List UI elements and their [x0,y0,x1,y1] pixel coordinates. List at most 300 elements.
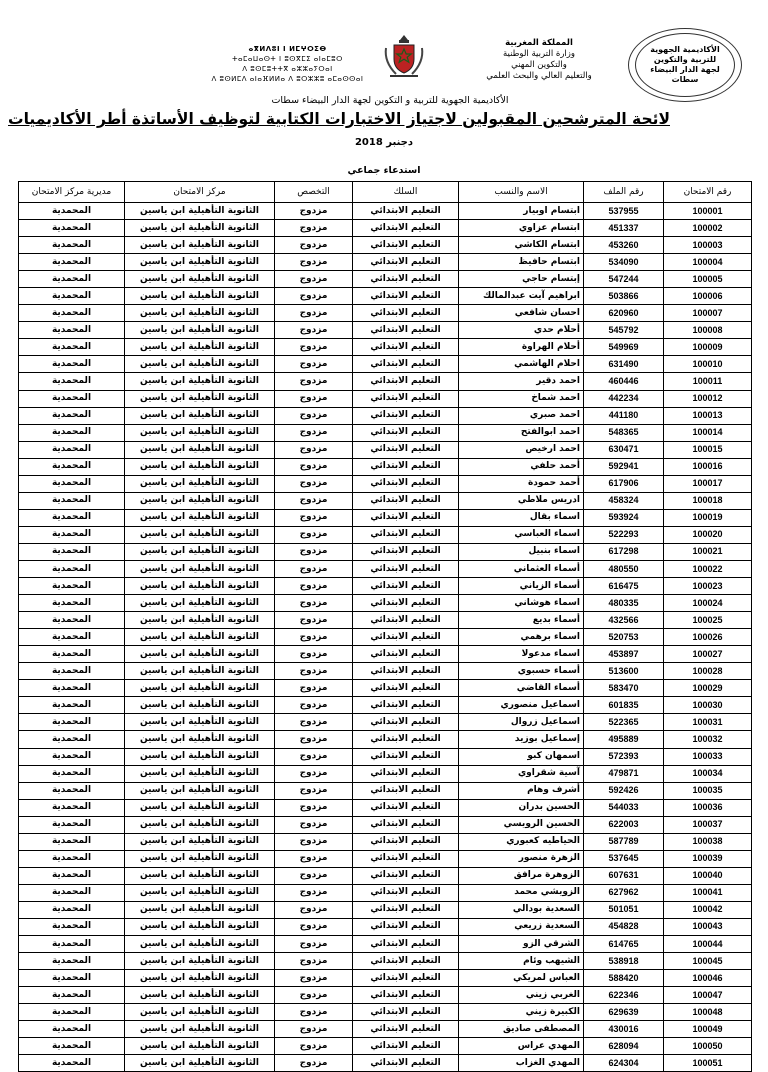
cycle-cell: التعليم الابتدائي [353,782,459,799]
exam-number-cell: 100002 [664,220,752,237]
exam-number-cell: 100046 [664,970,752,987]
exam-center-cell: الثانوية التأهيلية ابن ياسين [125,782,275,799]
file-number-cell: 592426 [584,782,664,799]
table-row [19,220,752,237]
table-row [19,509,752,526]
candidate-name-cell: اسماعيل زروال [459,714,584,731]
tifinagh-line: ⴷ ⵓⵙⵎⵓⵜⵜⴳ ⴰⵣⵣⴰⵢⵔⴰⵏ [242,65,333,73]
exam-center-cell: الثانوية التأهيلية ابن ياسين [125,322,275,339]
directorate-cell: المحمدية [19,220,125,237]
table-row [19,612,752,629]
exam-center-cell: الثانوية التأهيلية ابن ياسين [125,714,275,731]
specialty-cell: مزدوج [275,390,353,407]
table-row [19,458,752,475]
candidate-name-cell: اسماء العباسي [459,526,584,543]
exam-number-cell: 100050 [664,1038,752,1055]
candidate-name-cell: ابراهيم آيت عبدالمالك [459,288,584,305]
file-number-cell: 537955 [584,203,664,220]
table-body [19,203,752,1072]
directorate-cell: المحمدية [19,441,125,458]
exam-number-cell: 100018 [664,492,752,509]
directorate-cell: المحمدية [19,953,125,970]
candidate-name-cell: المصطفى صاديق [459,1021,584,1038]
exam-number-cell: 100030 [664,697,752,714]
file-number-cell: 627962 [584,884,664,901]
candidate-name-cell: احمد شماخ [459,390,584,407]
table-row [19,765,752,782]
exam-number-cell: 100044 [664,936,752,953]
candidate-name-cell: ابتسام اوبيار [459,203,584,220]
candidate-name-cell: أحلام حدي [459,322,584,339]
file-number-cell: 622003 [584,816,664,833]
file-number-cell: 538918 [584,953,664,970]
academy-name: الأكاديمية الجهوية للتربية و التكوين لجهة الدار البيضاء سطات [271,95,509,106]
candidate-name-cell: اسماء مدعولا [459,646,584,663]
specialty-cell: مزدوج [275,475,353,492]
file-number-cell: 460446 [584,373,664,390]
specialty-cell: مزدوج [275,560,353,577]
specialty-cell: مزدوج [275,748,353,765]
candidate-name-cell: السعدية زريعي [459,918,584,935]
file-number-cell: 503866 [584,288,664,305]
cycle-cell: التعليم الابتدائي [353,1021,459,1038]
directorate-cell: المحمدية [19,492,125,509]
candidate-name-cell: العباس لمريكي [459,970,584,987]
file-number-cell: 451337 [584,220,664,237]
table-row [19,629,752,646]
directorate-cell: المحمدية [19,850,125,867]
exam-number-cell: 100047 [664,987,752,1004]
candidate-name-cell: الحسين الرويسي [459,816,584,833]
candidate-name-cell: إبتسام حاجي [459,271,584,288]
specialty-cell: مزدوج [275,680,353,697]
specialty-cell: مزدوج [275,936,353,953]
directorate-cell: المحمدية [19,867,125,884]
exam-center-cell: الثانوية التأهيلية ابن ياسين [125,987,275,1004]
exam-number-cell: 100021 [664,543,752,560]
candidate-name-cell: احمد دقير [459,373,584,390]
file-number-cell: 592941 [584,458,664,475]
exam-center-cell: الثانوية التأهيلية ابن ياسين [125,1055,275,1072]
directorate-cell: المحمدية [19,543,125,560]
exam-number-cell: 100029 [664,680,752,697]
directorate-cell: المحمدية [19,475,125,492]
directorate-cell: المحمدية [19,1021,125,1038]
cycle-cell: التعليم الابتدائي [353,1055,459,1072]
cycle-cell: التعليم الابتدائي [353,407,459,424]
table-row [19,390,752,407]
exam-center-cell: الثانوية التأهيلية ابن ياسين [125,543,275,560]
cycle-cell: التعليم الابتدائي [353,271,459,288]
exam-number-cell: 100007 [664,305,752,322]
directorate-cell: المحمدية [19,782,125,799]
candidates-table [18,181,752,1072]
candidate-name-cell: ادريس ملاطي [459,492,584,509]
table-row [19,714,752,731]
exam-center-cell: الثانوية التأهيلية ابن ياسين [125,1004,275,1021]
exam-number-cell: 100016 [664,458,752,475]
candidate-name-cell: احمد ابوالفتح [459,424,584,441]
candidate-name-cell: الزويشي محمد [459,884,584,901]
exam-center-cell: الثانوية التأهيلية ابن ياسين [125,475,275,492]
table-row [19,578,752,595]
file-number-cell: 601835 [584,697,664,714]
exam-center-cell: الثانوية التأهيلية ابن ياسين [125,901,275,918]
candidate-name-cell: احسان شافعي [459,305,584,322]
cycle-cell: التعليم الابتدائي [353,646,459,663]
table-row [19,305,752,322]
table-row [19,987,752,1004]
exam-number-cell: 100026 [664,629,752,646]
directorate-cell: المحمدية [19,339,125,356]
file-number-cell: 453260 [584,237,664,254]
exam-center-cell: الثانوية التأهيلية ابن ياسين [125,356,275,373]
cycle-cell: التعليم الابتدائي [353,356,459,373]
table-row [19,1021,752,1038]
file-number-cell: 617906 [584,475,664,492]
exam-center-cell: الثانوية التأهيلية ابن ياسين [125,424,275,441]
exam-number-cell: 100005 [664,271,752,288]
file-number-cell: 548365 [584,424,664,441]
convocation-label: استدعاء جماعي [347,165,421,176]
table-row [19,936,752,953]
directorate-cell: المحمدية [19,254,125,271]
specialty-cell: مزدوج [275,799,353,816]
exam-number-cell: 100048 [664,1004,752,1021]
cycle-cell: التعليم الابتدائي [353,560,459,577]
cycle-cell: التعليم الابتدائي [353,578,459,595]
directorate-cell: المحمدية [19,731,125,748]
specialty-cell: مزدوج [275,322,353,339]
document-date: دجنبر 2018 [354,137,414,148]
column-header: مديرية مركز الامتحان [19,182,125,203]
ministry-block [470,38,608,82]
exam-number-cell: 100032 [664,731,752,748]
table-row [19,970,752,987]
exam-number-cell: 100034 [664,765,752,782]
exam-center-cell: الثانوية التأهيلية ابن ياسين [125,271,275,288]
file-number-cell: 616475 [584,578,664,595]
specialty-cell: مزدوج [275,288,353,305]
file-number-cell: 430016 [584,1021,664,1038]
specialty-cell: مزدوج [275,271,353,288]
cycle-cell: التعليم الابتدائي [353,748,459,765]
directorate-cell: المحمدية [19,663,125,680]
file-number-cell: 520753 [584,629,664,646]
directorate-cell: المحمدية [19,509,125,526]
table-row [19,373,752,390]
specialty-cell: مزدوج [275,595,353,612]
table-row [19,1055,752,1072]
exam-number-cell: 100041 [664,884,752,901]
cycle-cell: التعليم الابتدائي [353,254,459,271]
directorate-cell: المحمدية [19,646,125,663]
table-row [19,475,752,492]
specialty-cell: مزدوج [275,1021,353,1038]
table-row [19,1038,752,1055]
exam-center-cell: الثانوية التأهيلية ابن ياسين [125,748,275,765]
exam-center-cell: الثانوية التأهيلية ابن ياسين [125,833,275,850]
exam-center-cell: الثانوية التأهيلية ابن ياسين [125,509,275,526]
table-row [19,271,752,288]
file-number-cell: 442234 [584,390,664,407]
exam-center-cell: الثانوية التأهيلية ابن ياسين [125,560,275,577]
file-number-cell: 495889 [584,731,664,748]
file-number-cell: 622346 [584,987,664,1004]
specialty-cell: مزدوج [275,884,353,901]
exam-number-cell: 100008 [664,322,752,339]
column-header: مركز الامتحان [125,182,275,203]
exam-number-cell: 100039 [664,850,752,867]
exam-number-cell: 100051 [664,1055,752,1072]
directorate-cell: المحمدية [19,816,125,833]
cycle-cell: التعليم الابتدائي [353,901,459,918]
tifinagh-block [200,44,375,84]
exam-number-cell: 100020 [664,526,752,543]
ministry-line: والتعليم العالي والبحث العلمي [486,71,592,81]
candidate-name-cell: أسماء الزياني [459,578,584,595]
directorate-cell: المحمدية [19,714,125,731]
specialty-cell: مزدوج [275,373,353,390]
candidate-name-cell: الزهرة منصور [459,850,584,867]
candidate-name-cell: الشيهب وئام [459,953,584,970]
cycle-cell: التعليم الابتدائي [353,322,459,339]
specialty-cell: مزدوج [275,867,353,884]
cycle-cell: التعليم الابتدائي [353,731,459,748]
directorate-cell: المحمدية [19,203,125,220]
exam-center-cell: الثانوية التأهيلية ابن ياسين [125,458,275,475]
candidate-name-cell: أسماء القاضي [459,680,584,697]
exam-center-cell: الثانوية التأهيلية ابن ياسين [125,578,275,595]
exam-number-cell: 100004 [664,254,752,271]
directorate-cell: المحمدية [19,288,125,305]
cycle-cell: التعليم الابتدائي [353,220,459,237]
exam-center-cell: الثانوية التأهيلية ابن ياسين [125,237,275,254]
cycle-cell: التعليم الابتدائي [353,765,459,782]
file-number-cell: 631490 [584,356,664,373]
cycle-cell: التعليم الابتدائي [353,595,459,612]
directorate-cell: المحمدية [19,356,125,373]
exam-center-cell: الثانوية التأهيلية ابن ياسين [125,663,275,680]
column-header: التخصص [275,182,353,203]
specialty-cell: مزدوج [275,901,353,918]
cycle-cell: التعليم الابتدائي [353,970,459,987]
file-number-cell: 522365 [584,714,664,731]
file-number-cell: 454828 [584,918,664,935]
exam-number-cell: 100022 [664,560,752,577]
file-number-cell: 501051 [584,901,664,918]
table-row [19,901,752,918]
ministry-line: والتكوين المهني [511,60,567,70]
cycle-cell: التعليم الابتدائي [353,424,459,441]
table-row [19,748,752,765]
file-number-cell: 572393 [584,748,664,765]
table-row [19,424,752,441]
cycle-cell: التعليم الابتدائي [353,543,459,560]
directorate-cell: المحمدية [19,697,125,714]
candidate-name-cell: اسماء بقال [459,509,584,526]
candidate-name-cell: أحمد حمودة [459,475,584,492]
cycle-cell: التعليم الابتدائي [353,390,459,407]
table-row [19,288,752,305]
file-number-cell: 607631 [584,867,664,884]
directorate-cell: المحمدية [19,901,125,918]
specialty-cell: مزدوج [275,833,353,850]
file-number-cell: 432566 [584,612,664,629]
exam-number-cell: 100024 [664,595,752,612]
specialty-cell: مزدوج [275,254,353,271]
directorate-cell: المحمدية [19,237,125,254]
table-row [19,731,752,748]
directorate-cell: المحمدية [19,390,125,407]
exam-center-cell: الثانوية التأهيلية ابن ياسين [125,646,275,663]
exam-number-cell: 100028 [664,663,752,680]
specialty-cell: مزدوج [275,1004,353,1021]
specialty-cell: مزدوج [275,526,353,543]
column-header: رقم الملف [584,182,664,203]
exam-center-cell: الثانوية التأهيلية ابن ياسين [125,220,275,237]
exam-number-cell: 100019 [664,509,752,526]
directorate-cell: المحمدية [19,305,125,322]
cycle-cell: التعليم الابتدائي [353,509,459,526]
exam-number-cell: 100045 [664,953,752,970]
specialty-cell: مزدوج [275,987,353,1004]
directorate-cell: المحمدية [19,424,125,441]
exam-number-cell: 100036 [664,799,752,816]
directorate-cell: المحمدية [19,833,125,850]
cycle-cell: التعليم الابتدائي [353,526,459,543]
exam-number-cell: 100035 [664,782,752,799]
specialty-cell: مزدوج [275,970,353,987]
specialty-cell: مزدوج [275,629,353,646]
cycle-cell: التعليم الابتدائي [353,339,459,356]
exam-center-cell: الثانوية التأهيلية ابن ياسين [125,492,275,509]
candidate-name-cell: السعدية بودالي [459,901,584,918]
directorate-cell: المحمدية [19,1055,125,1072]
directorate-cell: المحمدية [19,322,125,339]
cycle-cell: التعليم الابتدائي [353,458,459,475]
table-row [19,697,752,714]
specialty-cell: مزدوج [275,646,353,663]
candidate-name-cell: اسماعيل منصوري [459,697,584,714]
exam-center-cell: الثانوية التأهيلية ابن ياسين [125,731,275,748]
specialty-cell: مزدوج [275,612,353,629]
file-number-cell: 458324 [584,492,664,509]
candidate-name-cell: أسماء حسبوي [459,663,584,680]
file-number-cell: 587789 [584,833,664,850]
exam-center-cell: الثانوية التأهيلية ابن ياسين [125,799,275,816]
cycle-cell: التعليم الابتدائي [353,714,459,731]
directorate-cell: المحمدية [19,748,125,765]
directorate-cell: المحمدية [19,595,125,612]
directorate-cell: المحمدية [19,407,125,424]
file-number-cell: 480335 [584,595,664,612]
exam-number-cell: 100009 [664,339,752,356]
exam-number-cell: 100025 [664,612,752,629]
table-row [19,867,752,884]
table-row [19,850,752,867]
specialty-cell: مزدوج [275,731,353,748]
specialty-cell: مزدوج [275,782,353,799]
exam-number-cell: 100001 [664,203,752,220]
table-row [19,543,752,560]
specialty-cell: مزدوج [275,220,353,237]
cycle-cell: التعليم الابتدائي [353,953,459,970]
cycle-cell: التعليم الابتدائي [353,680,459,697]
exam-center-cell: الثانوية التأهيلية ابن ياسين [125,288,275,305]
table-row [19,663,752,680]
file-number-cell: 617298 [584,543,664,560]
candidate-name-cell: اسماء بنبيل [459,543,584,560]
candidate-name-cell: أحلام الهراوة [459,339,584,356]
candidate-name-cell: ابتسام الكاشي [459,237,584,254]
exam-number-cell: 100015 [664,441,752,458]
candidate-name-cell: ابتسام حافيظ [459,254,584,271]
file-number-cell: 453897 [584,646,664,663]
file-number-cell: 630471 [584,441,664,458]
specialty-cell: مزدوج [275,509,353,526]
candidate-name-cell: أحمد حلفي [459,458,584,475]
exam-center-cell: الثانوية التأهيلية ابن ياسين [125,629,275,646]
exam-center-cell: الثانوية التأهيلية ابن ياسين [125,884,275,901]
file-number-cell: 534090 [584,254,664,271]
directorate-cell: المحمدية [19,799,125,816]
specialty-cell: مزدوج [275,424,353,441]
exam-center-cell: الثانوية التأهيلية ابن ياسين [125,1038,275,1055]
document-header [0,0,768,110]
table-row [19,237,752,254]
stamp-text: الأكاديمية الجهوية للتربية والتكوين لجهة الدار البيضاء سطات [650,45,720,84]
specialty-cell: مزدوج [275,918,353,935]
exam-number-cell: 100042 [664,901,752,918]
specialty-cell: مزدوج [275,492,353,509]
exam-number-cell: 100040 [664,867,752,884]
candidate-name-cell: الشرقي الزو [459,936,584,953]
directorate-cell: المحمدية [19,612,125,629]
exam-number-cell: 100011 [664,373,752,390]
table-row [19,356,752,373]
candidate-name-cell: الحياطيه كعبوري [459,833,584,850]
exam-center-cell: الثانوية التأهيلية ابن ياسين [125,339,275,356]
table-row [19,254,752,271]
directorate-cell: المحمدية [19,936,125,953]
exam-center-cell: الثانوية التأهيلية ابن ياسين [125,867,275,884]
specialty-cell: مزدوج [275,339,353,356]
file-number-cell: 441180 [584,407,664,424]
exam-center-cell: الثانوية التأهيلية ابن ياسين [125,254,275,271]
file-number-cell: 522293 [584,526,664,543]
academy-stamp [628,28,742,102]
table-row [19,322,752,339]
tifinagh-line: ⴰⴳⵍⴷⵓⵏ ⵏ ⵍⵎⵖⵔⵉⴱ [248,45,327,53]
specialty-cell: مزدوج [275,663,353,680]
specialty-cell: مزدوج [275,697,353,714]
exam-center-cell: الثانوية التأهيلية ابن ياسين [125,765,275,782]
exam-center-cell: الثانوية التأهيلية ابن ياسين [125,953,275,970]
file-number-cell: 544033 [584,799,664,816]
specialty-cell: مزدوج [275,458,353,475]
cycle-cell: التعليم الابتدائي [353,237,459,254]
cycle-cell: التعليم الابتدائي [353,884,459,901]
cycle-cell: التعليم الابتدائي [353,850,459,867]
table-row [19,407,752,424]
specialty-cell: مزدوج [275,441,353,458]
candidate-name-cell: احلام الهاشمي [459,356,584,373]
directorate-cell: المحمدية [19,373,125,390]
specialty-cell: مزدوج [275,1038,353,1055]
candidate-name-cell: أسماء العثماني [459,560,584,577]
ministry-line: المملكة المغربية [505,38,573,48]
